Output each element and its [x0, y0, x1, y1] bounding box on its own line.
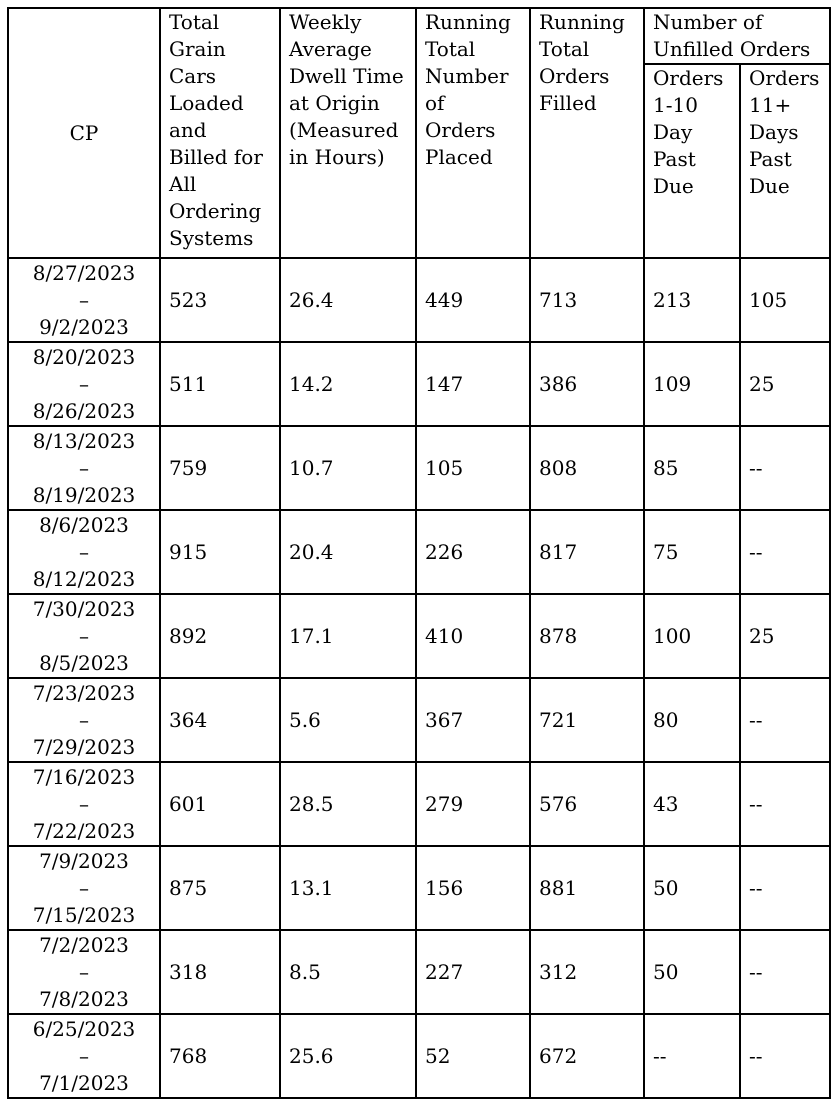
table-row	[8, 846, 830, 930]
filled-cell: 878	[530, 594, 644, 678]
date-range-cell	[8, 426, 160, 510]
week-start: 7/2/2023	[39, 932, 129, 957]
week-start: 7/23/2023	[32, 680, 136, 705]
due-11-plus-cell: --	[740, 1014, 830, 1098]
dwell-cell: 8.5	[280, 930, 416, 1014]
week-end: 8/5/2023	[39, 650, 129, 675]
due-11-plus-cell: 105	[740, 258, 830, 342]
week-end: 8/12/2023	[32, 566, 136, 591]
date-range-cell	[8, 258, 160, 342]
date-range-cell	[8, 678, 160, 762]
filled-cell: 312	[530, 930, 644, 1014]
date-range-cell	[8, 342, 160, 426]
week-end: 7/29/2023	[32, 734, 136, 759]
week-end: 7/8/2023	[39, 986, 129, 1011]
date-range-cell	[8, 846, 160, 930]
due-1-10-cell: 85	[644, 426, 740, 510]
due-1-10-cell: 50	[644, 930, 740, 1014]
table-row	[8, 342, 830, 426]
due-1-10-cell: 213	[644, 258, 740, 342]
header-past-due-11-plus: Orders 11+ Days Past Due	[740, 64, 830, 258]
cars-cell: 915	[160, 510, 280, 594]
table-row	[8, 258, 830, 342]
date-dash: –	[79, 875, 89, 900]
dwell-cell: 17.1	[280, 594, 416, 678]
dwell-cell: 28.5	[280, 762, 416, 846]
placed-cell: 52	[416, 1014, 530, 1098]
due-11-plus-cell: --	[740, 762, 830, 846]
dwell-cell: 14.2	[280, 342, 416, 426]
cars-cell: 875	[160, 846, 280, 930]
due-11-plus-cell: --	[740, 510, 830, 594]
header-dwell-time: Weekly Average Dwell Time at Origin (Measured in Hours)	[280, 8, 416, 258]
header-total-cars: Total Grain Cars Loaded and Billed for All Ordering Systems	[160, 8, 280, 258]
dwell-cell: 10.7	[280, 426, 416, 510]
date-dash: –	[79, 959, 89, 984]
week-end: 7/1/2023	[39, 1070, 129, 1095]
due-11-plus-cell: --	[740, 426, 830, 510]
header-orders-filled: Running Total Orders Filled	[530, 8, 644, 258]
cars-cell: 768	[160, 1014, 280, 1098]
table-row	[8, 762, 830, 846]
date-range-cell	[8, 510, 160, 594]
header-orders-placed: Running Total Number of Orders Placed	[416, 8, 530, 258]
table-row	[8, 930, 830, 1014]
week-start: 8/6/2023	[39, 512, 129, 537]
grain-car-table	[7, 7, 831, 1099]
header-past-due-1-10: Orders 1-10 Day Past Due	[644, 64, 740, 258]
placed-cell: 147	[416, 342, 530, 426]
cars-cell: 523	[160, 258, 280, 342]
placed-cell: 410	[416, 594, 530, 678]
filled-cell: 808	[530, 426, 644, 510]
week-end: 8/26/2023	[32, 398, 136, 423]
week-end: 7/22/2023	[32, 818, 136, 843]
due-11-plus-cell: --	[740, 678, 830, 762]
week-end: 8/19/2023	[32, 482, 136, 507]
week-start: 7/16/2023	[32, 764, 136, 789]
due-1-10-cell: 50	[644, 846, 740, 930]
filled-cell: 672	[530, 1014, 644, 1098]
filled-cell: 576	[530, 762, 644, 846]
date-range-cell	[8, 594, 160, 678]
date-dash: –	[79, 287, 89, 312]
filled-cell: 713	[530, 258, 644, 342]
date-range-cell	[8, 762, 160, 846]
placed-cell: 449	[416, 258, 530, 342]
due-11-plus-cell: 25	[740, 594, 830, 678]
date-dash: –	[79, 623, 89, 648]
table-row	[8, 678, 830, 762]
due-1-10-cell: --	[644, 1014, 740, 1098]
date-dash: –	[79, 455, 89, 480]
week-start: 8/13/2023	[32, 428, 136, 453]
dwell-cell: 25.6	[280, 1014, 416, 1098]
due-1-10-cell: 43	[644, 762, 740, 846]
date-dash: –	[79, 791, 89, 816]
placed-cell: 226	[416, 510, 530, 594]
table-row	[8, 426, 830, 510]
week-start: 7/9/2023	[39, 848, 129, 873]
cars-cell: 892	[160, 594, 280, 678]
dwell-cell: 13.1	[280, 846, 416, 930]
header-cp: CP	[8, 8, 160, 258]
week-start: 8/27/2023	[32, 260, 136, 285]
placed-cell: 279	[416, 762, 530, 846]
due-1-10-cell: 100	[644, 594, 740, 678]
date-range-cell	[8, 930, 160, 1014]
filled-cell: 881	[530, 846, 644, 930]
week-end: 7/15/2023	[32, 902, 136, 927]
filled-cell: 386	[530, 342, 644, 426]
cars-cell: 318	[160, 930, 280, 1014]
week-start: 7/30/2023	[32, 596, 136, 621]
cars-cell: 759	[160, 426, 280, 510]
placed-cell: 105	[416, 426, 530, 510]
week-start: 8/20/2023	[32, 344, 136, 369]
table-row	[8, 510, 830, 594]
header-unfilled-orders: Number of Unfilled Orders	[644, 8, 830, 64]
due-1-10-cell: 80	[644, 678, 740, 762]
table-header	[8, 8, 830, 258]
table-body	[8, 258, 830, 1098]
dwell-cell: 5.6	[280, 678, 416, 762]
due-11-plus-cell: --	[740, 846, 830, 930]
date-range-cell	[8, 1014, 160, 1098]
dwell-cell: 26.4	[280, 258, 416, 342]
cars-cell: 364	[160, 678, 280, 762]
due-11-plus-cell: 25	[740, 342, 830, 426]
placed-cell: 227	[416, 930, 530, 1014]
filled-cell: 721	[530, 678, 644, 762]
due-1-10-cell: 75	[644, 510, 740, 594]
week-start: 6/25/2023	[32, 1016, 136, 1041]
placed-cell: 156	[416, 846, 530, 930]
cars-cell: 511	[160, 342, 280, 426]
filled-cell: 817	[530, 510, 644, 594]
date-dash: –	[79, 371, 89, 396]
table-row	[8, 1014, 830, 1098]
date-dash: –	[79, 1043, 89, 1068]
week-end: 9/2/2023	[39, 314, 129, 339]
cars-cell: 601	[160, 762, 280, 846]
placed-cell: 367	[416, 678, 530, 762]
date-dash: –	[79, 707, 89, 732]
due-11-plus-cell: --	[740, 930, 830, 1014]
due-1-10-cell: 109	[644, 342, 740, 426]
date-dash: –	[79, 539, 89, 564]
dwell-cell: 20.4	[280, 510, 416, 594]
table-row	[8, 594, 830, 678]
